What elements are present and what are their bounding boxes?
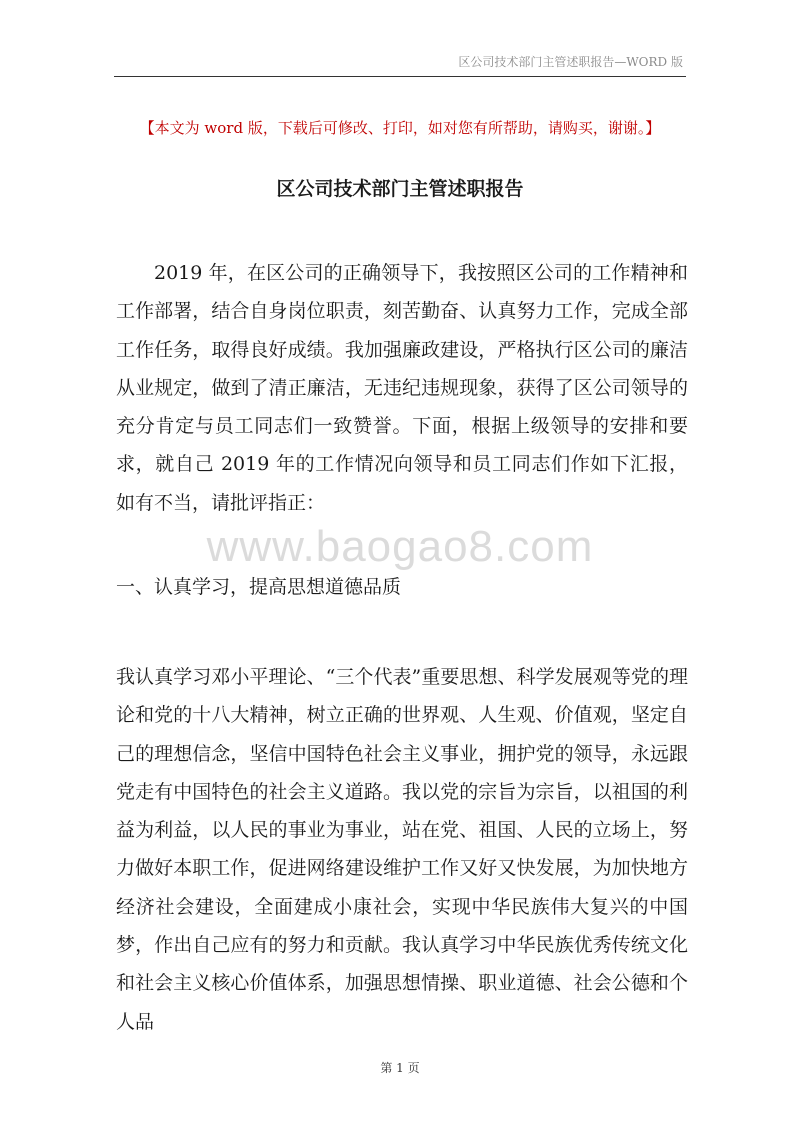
document-title: 区公司技术部门主管述职报告 (276, 178, 524, 200)
body-paragraph: 我认真学习邓小平理论、“三个代表”重要思想、科学发展观等党的理论和党的十八大精神，树立正确的世界观、人生观、价值观，坚定自己的理想信念，坚信中国特色社会主义事业，拥护党的领导，永远跟党走有中国特色的社会主义道路。我以党的宗旨为宗旨，以祖国的利益为利益，以人民的事业为事业，站在党、祖国、人民的立场上，努力做好本职工作，促进网络建设维护工作又好又快发展，为加快地方经济社会建设，全面建成小康社会，实现中华民族伟大复兴的中国梦，作出自己应有的努力和贡献。我认真学习中华民族优秀传统文化和社会主义核心价值体系，加强思想情操、职业道德、社会公德和个人品 (116, 666, 688, 1033)
intro-paragraph: 2019 年，在区公司的正确领导下，我按照区公司的工作精神和工作部署，结合自身岗位职责，刻苦勤奋、认真努力工作，完成全部工作任务，取得良好成绩。我加强廉政建设，严格执行区公司的廉洁从业规定，做到了清正廉洁，无违纪违规现象，获得了区公司领导的充分肯定与员工同志们一致赞誉。下面，根据上级领导的安排和要求，就自己 2019 年的工作情况向领导和员工同志们作如下汇报，如有不当，请批评指正： (116, 262, 688, 514)
section-heading: 一、认真学习，提高思想道德品质 (116, 576, 402, 598)
download-notice: 【本文为 word 版，下载后可修改、打印，如对您有所帮助，请购买，谢谢。】 (139, 119, 661, 137)
page-number: 第 1 页 (380, 1061, 420, 1075)
header-divider (114, 76, 686, 77)
running-header: 区公司技术部门主管述职报告—WORD 版 (458, 55, 683, 69)
watermark-text: www.baogao8.com (206, 522, 594, 571)
